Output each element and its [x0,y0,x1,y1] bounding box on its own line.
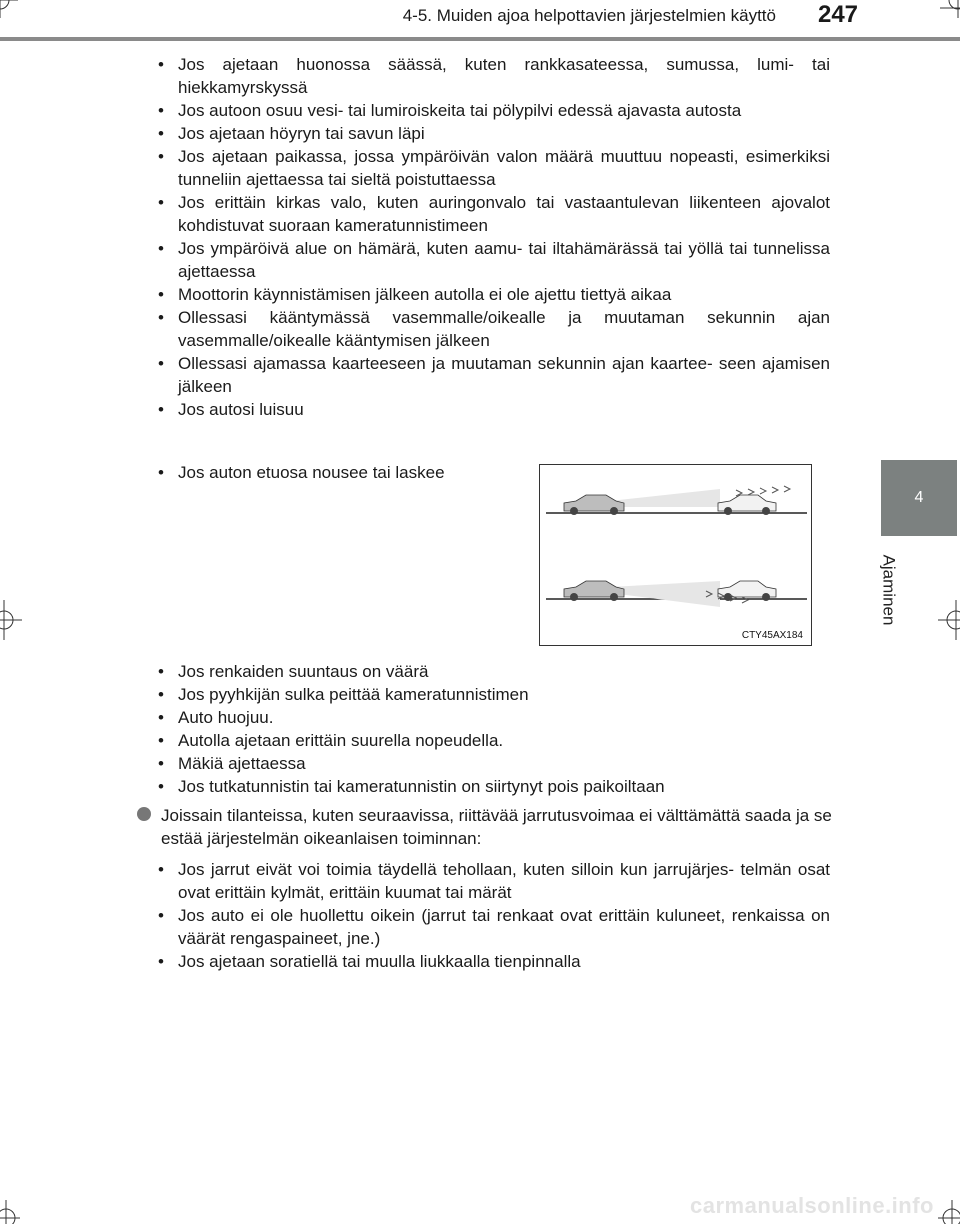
list-item: • Jos jarrut eivät voi toimia täydellä tehollaan, kuten silloin kun jarrujärjes- telmän osat ovat erittäin kylmät, erittäin kuumat tai märät [154,858,830,904]
crop-mark-bottom-right [938,1200,960,1224]
list-item: • Jos autoon osuu vesi- tai lumiroiskeita tai pölypilvi edessä ajavasta autosta [154,99,830,122]
list-item: • Jos ajetaan paikassa, jossa ympäröivän valon määrä muuttuu nopeasti, esimerkiksi tunneliin ajettaessa tai sieltä poistuttaessa [154,145,830,191]
list-item: • Jos pyyhkijän sulka peittää kameratunnistimen [154,683,830,706]
watermark: carmanualsonline.info [690,1193,934,1218]
condition-list-c [154,660,830,798]
chapter-label [868,545,908,635]
list-item: • Jos tutkatunnistin tai kameratunnistin on siirtynyt pois paikoiltaan [154,775,830,798]
page-number: 247 [817,1,859,28]
note-bullet-icon [137,807,151,821]
section-title: 4-5. Muiden ajoa helpottavien järjestelmien käyttö [402,6,776,25]
chapter-tab [881,460,957,536]
figure-code: CTY45AX184 [741,630,803,641]
list-item: • Jos renkaiden suuntaus on väärä [154,660,830,683]
list-item: • Jos erittäin kirkas valo, kuten auringonvalo tai vastaantulevan liikenteen ajovalot kohdistuvat suoraan kameratunnistimeen [154,191,830,237]
list-item: • Moottorin käynnistämisen jälkeen autolla ei ole ajettu tiettyä aikaa [154,283,830,306]
chapter-label-text: Ajaminen [879,554,898,626]
vehicle-pitch-illustration [540,465,813,647]
condition-list-d [154,858,830,973]
illustration-figure [539,464,812,646]
header-rule [0,37,960,41]
list-item: • Jos ajetaan huonossa säässä, kuten rankkasateessa, sumussa, lumi- tai hiekkamyrskyssä [154,53,830,99]
list-item: • Autolla ajetaan erittäin suurella nopeudella. [154,729,830,752]
list-item: • Jos ajetaan soratiellä tai muulla liukkaalla tienpinnalla [154,950,830,973]
note-paragraph: Joissain tilanteissa, kuten seuraavissa, riittävää jarrutusvoimaa ei välttämättä saada ja se estää järjestelmän oikeanlaisen toiminnan: [161,806,832,848]
list-item: • Jos ajetaan höyryn tai savun läpi [154,122,830,145]
condition-list-b [154,461,514,484]
list-item: • Jos autosi luisuu [154,398,830,421]
condition-list-a [154,53,830,421]
list-item: • Auto huojuu. [154,706,830,729]
list-item: • Jos auto ei ole huollettu oikein (jarrut tai renkaat ovat erittäin kuluneet, renkaissa on väärät rengaspaineet, jne.) [154,904,830,950]
list-item: • Jos ympäröivä alue on hämärä, kuten aamu- tai iltahämärässä tai yöllä tai tunnelissa ajettaessa [154,237,830,283]
crop-mark-left-middle [0,600,24,640]
chapter-number: 4 [914,489,924,506]
list-item: • Jos auton etuosa nousee tai laskee [154,461,514,484]
list-item: • Ollessasi kääntymässä vasemmalle/oikealle ja muutaman sekunnin ajan vasemmalle/oikealle kääntymisen jälkeen [154,306,830,352]
crop-mark-right-middle [936,600,960,640]
crop-mark-top-right [938,0,960,20]
list-item: • Ollessasi ajamassa kaarteeseen ja muutaman sekunnin ajan kaartee- seen ajamisen jälkeen [154,352,830,398]
list-item: • Mäkiä ajettaessa [154,752,830,775]
crop-mark-bottom-left [0,1200,20,1224]
crop-mark-top-left [0,0,20,20]
